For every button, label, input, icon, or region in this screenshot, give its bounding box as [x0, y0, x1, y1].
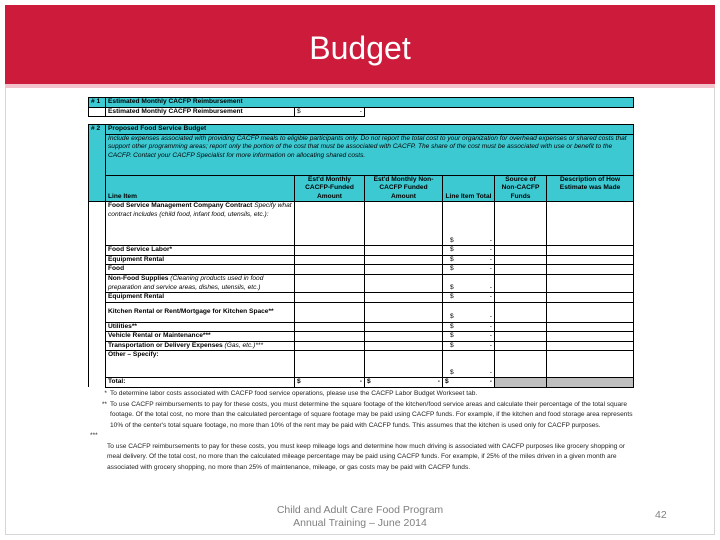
- line-total-cell: $ -: [443, 302, 495, 322]
- input-cell[interactable]: [365, 255, 443, 265]
- total-non-cacfp: $ -: [365, 378, 443, 388]
- footnote-marker: ***: [90, 432, 98, 439]
- line-item-cell: Kitchen Rental or Rent/Mortgage for Kitchen Space**: [106, 302, 295, 322]
- input-cell[interactable]: [495, 351, 547, 378]
- line-item-cell: Food: [106, 265, 295, 275]
- input-cell[interactable]: [295, 274, 365, 292]
- reimbursement-amount: $ -: [295, 107, 365, 117]
- input-cell[interactable]: [495, 332, 547, 342]
- total-label: Total:: [106, 378, 295, 388]
- line-total-cell: $ -: [443, 341, 495, 351]
- input-cell[interactable]: [365, 202, 443, 246]
- input-cell[interactable]: [365, 351, 443, 378]
- line-item-cell: Food Service Labor*: [106, 246, 295, 256]
- input-cell[interactable]: [547, 202, 634, 246]
- line-item-cell: Transportation or Delivery Expenses (Gas, etc.)***: [106, 341, 295, 351]
- total-gray-cell: [547, 378, 634, 388]
- line-total-cell: $ -: [443, 322, 495, 332]
- line-item-cell: Utilities**: [106, 322, 295, 332]
- slide-title: Budget: [309, 30, 411, 66]
- line-item-cell: Other – Specify:: [106, 351, 295, 378]
- input-cell[interactable]: [295, 322, 365, 332]
- input-cell[interactable]: [495, 246, 547, 256]
- input-cell[interactable]: [365, 246, 443, 256]
- input-cell[interactable]: [495, 341, 547, 351]
- input-cell[interactable]: [295, 246, 365, 256]
- input-cell[interactable]: [495, 322, 547, 332]
- header-line-total: Line Item Total: [443, 175, 495, 202]
- table-row: [89, 341, 634, 351]
- input-cell[interactable]: [295, 265, 365, 275]
- section-number: # 1: [89, 98, 106, 108]
- input-cell[interactable]: [295, 302, 365, 322]
- footnote-text: To use CACFP reimbursements to pay for these costs, you must determine the square footage of the kitchen/food service areas and calculate their percentage of the total square footage. Of the total cost, no more than the calculated percentage of square footage may be paid using CACFP funds. For example, if the kitchen and food storage area represents 10% of the center's total square footage, no more than 10% of the rent may be paid with CACFP funds. This assumes that the kitchen is used only for CACFP purposes.: [110, 400, 633, 429]
- frame-bottom: [5, 534, 715, 535]
- empty-cell: [89, 202, 106, 388]
- footnote-text: To determine labor costs associated with CACFP food service operations, please use the CACFP Labor Budget Workseet tab.: [110, 390, 478, 397]
- line-total-cell: $ -: [443, 265, 495, 275]
- input-cell[interactable]: [495, 202, 547, 246]
- footnote: [100, 400, 640, 432]
- input-cell[interactable]: [365, 265, 443, 275]
- input-cell[interactable]: [547, 293, 634, 303]
- table-row: [89, 265, 634, 275]
- input-cell[interactable]: [365, 302, 443, 322]
- line-total-cell: $ -: [443, 246, 495, 256]
- frame-right: [714, 88, 715, 535]
- table-row: [89, 351, 634, 378]
- input-cell[interactable]: [547, 255, 634, 265]
- input-cell[interactable]: [495, 255, 547, 265]
- footer: [200, 504, 520, 530]
- section-title: Estimated Monthly CACFP Reimbursement: [106, 98, 634, 108]
- page-number: 42: [655, 509, 667, 521]
- input-cell[interactable]: [547, 246, 634, 256]
- table-row: [89, 332, 634, 342]
- footnote-marker: **: [101, 400, 107, 408]
- footer-line-1: Child and Adult Care Food Program: [276, 504, 444, 516]
- header-est-cacfp: Est'd Monthly CACFP-Funded Amount: [295, 175, 365, 202]
- line-total-cell: $ -: [443, 293, 495, 303]
- reimbursement-label: Estimated Monthly CACFP Reimbursement: [106, 107, 295, 117]
- empty-cell: [89, 107, 106, 117]
- input-cell[interactable]: [547, 351, 634, 378]
- input-cell[interactable]: [547, 341, 634, 351]
- banner-stripe: [5, 84, 715, 88]
- total-gray-cell: [495, 378, 547, 388]
- input-cell[interactable]: [495, 302, 547, 322]
- table-row: [89, 246, 634, 256]
- table-row: [89, 322, 634, 332]
- input-cell[interactable]: [295, 293, 365, 303]
- input-cell[interactable]: [295, 332, 365, 342]
- header-source: Source of Non-CACFP Funds: [495, 175, 547, 202]
- line-total-cell: $ -: [443, 274, 495, 292]
- budget-table: [88, 124, 634, 388]
- table-row: [89, 202, 634, 246]
- input-cell[interactable]: [547, 302, 634, 322]
- total-row: [89, 378, 634, 388]
- line-total-cell: $ -: [443, 332, 495, 342]
- table-row: [89, 255, 634, 265]
- section-title: Proposed Food Service Budget: [106, 125, 634, 135]
- total-cacfp: $ -: [295, 378, 365, 388]
- line-item-cell: Equipment Rental: [106, 293, 295, 303]
- footnote: [100, 389, 640, 400]
- line-total-cell: $ -: [443, 202, 495, 246]
- input-cell[interactable]: [547, 332, 634, 342]
- input-cell[interactable]: [365, 293, 443, 303]
- reimbursement-table: [88, 97, 634, 117]
- input-cell[interactable]: [495, 265, 547, 275]
- footnote-marker: *: [104, 390, 107, 397]
- footer-line-2: Annual Training – June 2014: [293, 517, 427, 529]
- table-row: [89, 293, 634, 303]
- total-line-total: $ -: [443, 378, 495, 388]
- section-description: Include expenses associated with providing CACFP meals to eligible participants only. Do not report the total cost to your organization for overhead expenses or shared costs that support other programming areas; report only the portion of the cost that must be associated with CACFP. The share of the cost must be associated with use or benefit to the CACFP. Contact your CACFP Specialist for more information on allocating shared costs.: [106, 134, 634, 175]
- footnotes: [90, 389, 640, 473]
- table-row: [89, 302, 634, 322]
- header-est-non-cacfp: Est'd Monthly Non-CACFP Funded Amount: [365, 175, 443, 202]
- input-cell[interactable]: [547, 322, 634, 332]
- line-item-cell: Food Service Management Company Contract Specify what contract includes (child food, infant food, utensils, etc.):: [106, 202, 295, 246]
- input-cell[interactable]: [295, 255, 365, 265]
- header-line-item: Line Item: [106, 175, 295, 202]
- input-cell[interactable]: [365, 322, 443, 332]
- input-cell[interactable]: [495, 274, 547, 292]
- line-total-cell: $ -: [443, 351, 495, 378]
- frame-left: [5, 88, 6, 535]
- input-cell[interactable]: [295, 341, 365, 351]
- input-cell[interactable]: [547, 265, 634, 275]
- header-description: Description of How Estimate was Made: [547, 175, 634, 202]
- input-cell[interactable]: [495, 293, 547, 303]
- input-cell[interactable]: [365, 332, 443, 342]
- input-cell[interactable]: [295, 351, 365, 378]
- line-item-cell: Vehicle Rental or Maintenance***: [106, 332, 295, 342]
- footnote: [90, 431, 640, 473]
- line-item-cell: Non-Food Supplies (Cleaning products used in food preparation and service areas, dishes, utensils, etc.): [106, 274, 295, 292]
- line-item-cell: Equipment Rental: [106, 255, 295, 265]
- footnote-text: To use CACFP reimbursements to pay for these costs, you must keep mileage logs and determine how much driving is associated with CACFP purposes like grocery shopping or meal delivery. Of the total cost, no more than the calculated mileage percentage may be paid using CACFP funds. For example, if 25% of the miles driven in a given month are associated with grocery shopping, no more than 25% of maintenance, mileage, or gas costs may be paid with CACFP funds.: [107, 442, 625, 471]
- table-row: [89, 274, 634, 292]
- line-total-cell: $ -: [443, 255, 495, 265]
- section-number: # 2: [89, 125, 106, 202]
- input-cell[interactable]: [365, 274, 443, 292]
- input-cell[interactable]: [365, 341, 443, 351]
- input-cell[interactable]: [295, 202, 365, 246]
- input-cell[interactable]: [547, 274, 634, 292]
- spacer-cell: [365, 107, 634, 117]
